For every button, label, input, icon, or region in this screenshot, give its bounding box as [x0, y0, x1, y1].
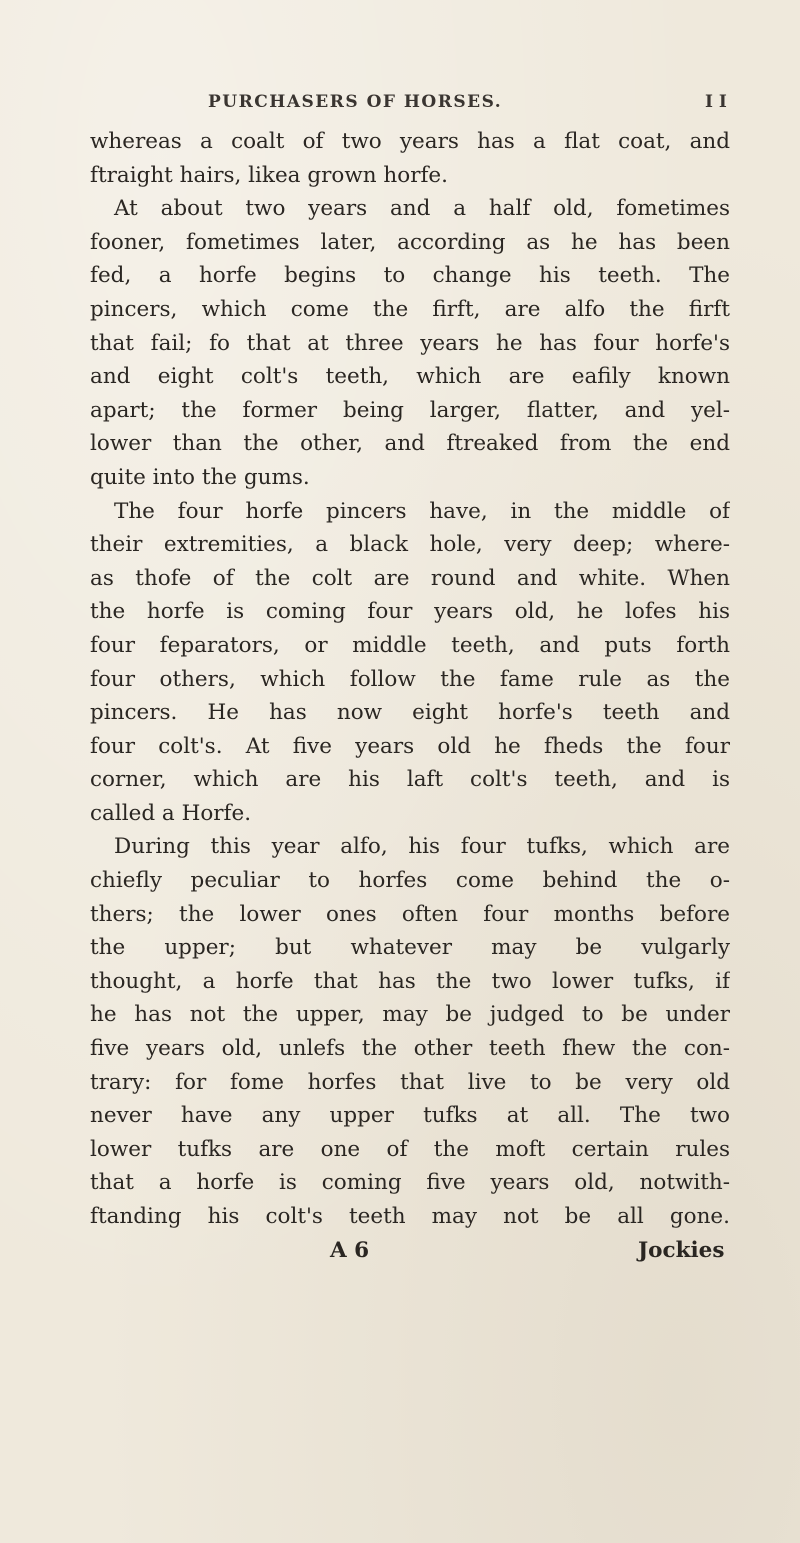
text-line: four feparators, or middle teeth, and puts forth — [90, 632, 730, 658]
signature-mark: A 6 — [330, 1237, 370, 1263]
text-line: lower tufks are one of the moft certain rules — [90, 1136, 730, 1162]
text-line: four others, which follow the fame rule as the — [90, 666, 730, 692]
text-line: four colt's. At five years old he fheds the four — [90, 733, 730, 759]
text-line: ftraight hairs, likea grown horfe. — [90, 162, 448, 188]
text-line: pincers, which come the firft, are alfo the firft — [90, 296, 730, 322]
text-line: thers; the lower ones often four months before — [90, 901, 730, 927]
text-line: During this year alfo, his four tufks, which are — [114, 834, 730, 860]
text-line: never have any upper tufks at all. The two — [90, 1103, 730, 1129]
text-line: that fail; fo that at three years he has four horfe's — [90, 330, 730, 356]
text-line: quite into the gums. — [90, 464, 310, 490]
text-line: fed, a horfe begins to change his teeth. The — [90, 263, 730, 289]
text-line: whereas a coalt of two years has a flat coat, and — [90, 129, 730, 154]
text-line: the upper; but whatever may be vulgarly — [90, 935, 730, 961]
text-line: that a horfe is coming five years old, notwith- — [90, 1170, 730, 1196]
text-line: fooner, fometimes later, according as he has been — [90, 229, 730, 255]
text-line: chiefly peculiar to horfes come behind the o- — [90, 868, 730, 894]
text-line: and eight colt's teeth, which are eafily known — [90, 364, 730, 390]
text-line: called a Horfe. — [90, 800, 252, 826]
running-head: PURCHASERS OF HORSES. — [208, 92, 503, 112]
catchword: Jockies — [638, 1237, 725, 1263]
text-line: thought, a horfe that has the two lower tufks, if — [90, 968, 730, 994]
text-line: pincers. He has now eight horfe's teeth and — [90, 700, 730, 726]
text-line: At about two years and a half old, fometimes — [114, 196, 730, 222]
text-line: the horfe is coming four years old, he lofes his — [90, 599, 730, 625]
text-line: ftanding his colt's teeth may not be all gone. — [90, 1204, 730, 1229]
page-number: I I — [705, 92, 727, 112]
text-line: he has not the upper, may be judged to be under — [90, 1002, 730, 1028]
text-line: corner, which are his laft colt's teeth, and is — [90, 767, 730, 793]
text-line: lower than the other, and ftreaked from the end — [90, 431, 730, 457]
text-line: The four horfe pincers have, in the middle of — [114, 498, 730, 524]
text-line: apart; the former being larger, flatter, and yel- — [90, 397, 730, 423]
body-text — [90, 125, 730, 1267]
text-line: five years old, unlefs the other teeth fhew the con- — [90, 1036, 730, 1062]
text-line: their extremities, a black hole, very deep; where- — [90, 532, 730, 558]
footer-line — [90, 1234, 730, 1268]
text-line: as thofe of the colt are round and white. When — [90, 565, 730, 591]
text-line: trary: for fome horfes that live to be very old — [90, 1069, 730, 1095]
